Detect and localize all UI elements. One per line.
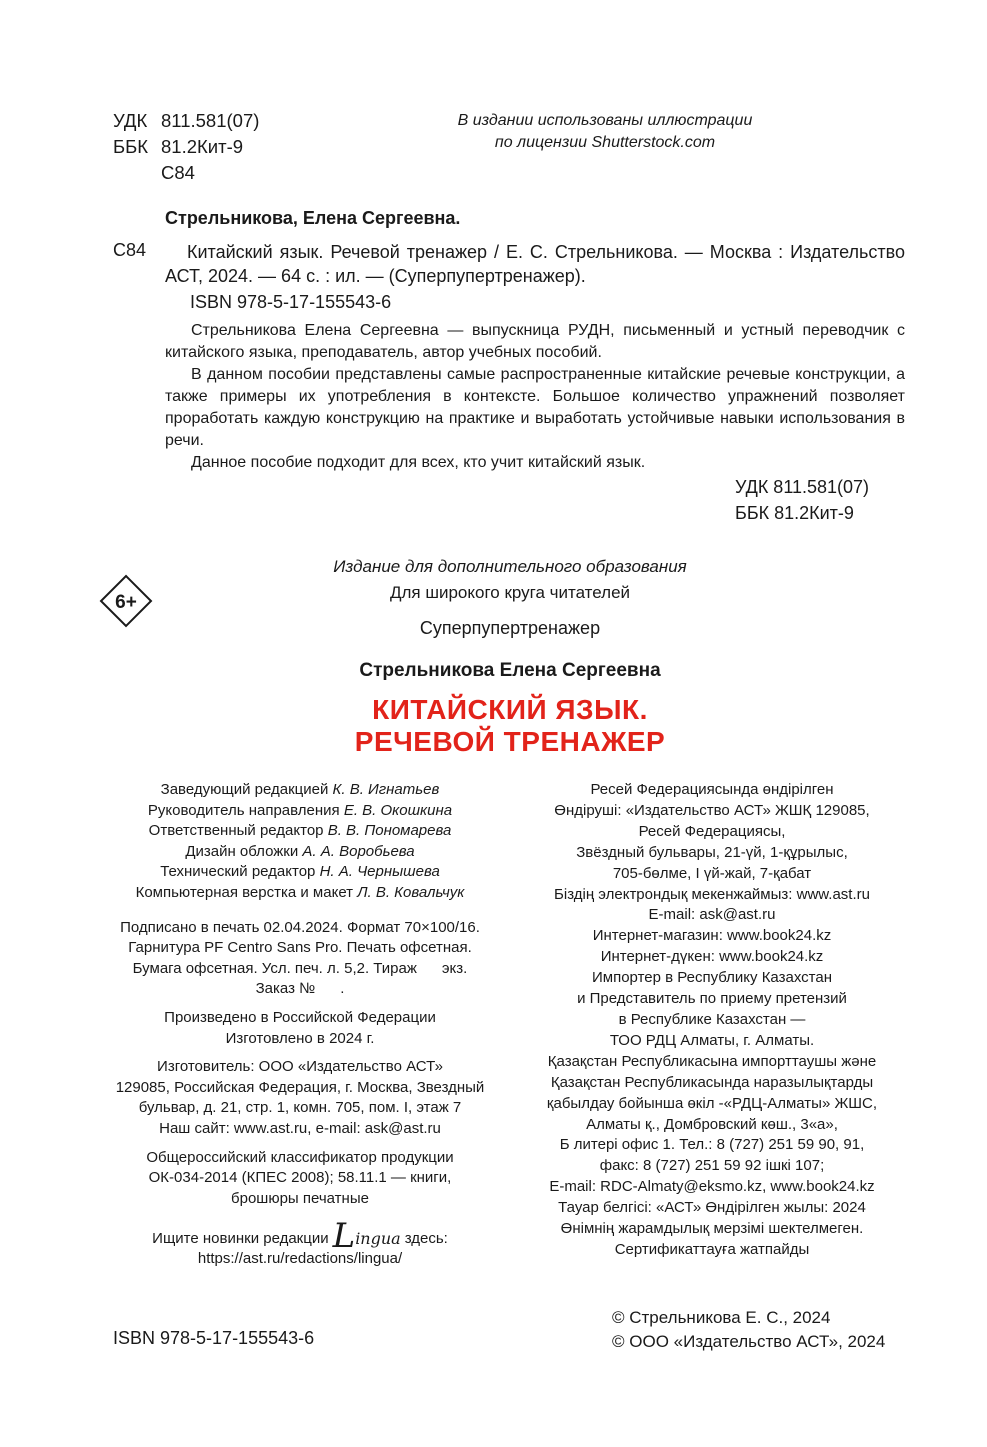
address-line: бульвар, д. 21, стр. 1, комн. 705, пом. I, этаж 7: [138, 1099, 462, 1117]
annotation-paragraph: В данном пособии представлены самые распространенные китайские речевые конструкции, а также примеры их употребления в контексте. Большое количество упражнений позволяет проработать каждую конструкцию на практике и выработать устойчивые навыки использования в речи.: [165, 366, 905, 449]
copyright-line: © ООО «Издательство АСТ», 2024: [612, 1332, 886, 1351]
edition-audience: Для широкого круга читателей: [389, 583, 631, 602]
kz-line: Өнімнің жарамдылық мерзімі шектелмеген.: [560, 1220, 864, 1238]
kz-line: E-mail: ask@ast.ru: [648, 906, 776, 924]
bbk-right: ББК 81.2Кит-9: [735, 503, 854, 523]
isbn-bottom: ISBN 978-5-17-155543-6: [113, 1328, 315, 1348]
lingua-url[interactable]: https://ast.ru/redactions/lingua/: [197, 1250, 403, 1268]
kz-line: қабылдау бойынша өкіл -«РДЦ-Алматы» ЖШС,: [546, 1094, 878, 1112]
kz-line: 705-бөлме, I үй-жай, 7-қабат: [612, 864, 812, 882]
classification-block: [113, 108, 259, 186]
illustrations-note: В издании использованы иллюстрации по лицензии Shutterstock.com: [457, 112, 753, 151]
credit-line: Компьютерная верстка и макет Л. В. Ковальчук: [135, 883, 465, 901]
print-paper: Бумага офсетная. Усл. печ. л. 5,2. Тираж экз.: [132, 959, 468, 977]
kz-line: Қазақстан Республикасына импорттаушы және: [547, 1052, 877, 1070]
produced-in: Произведено в Российской Федерации: [164, 1008, 436, 1026]
edition-info: [250, 554, 770, 606]
udk-label: УДК: [113, 110, 148, 131]
okp-line: брошюры печатные: [231, 1189, 369, 1207]
kz-line: Ресей Федерациясында өндірілген: [590, 781, 834, 798]
credit-line: Дизайн обложки А. А. Воробьева: [185, 842, 415, 860]
manufacturer: Изготовитель: ООО «Издательство АСТ»: [157, 1058, 443, 1076]
site-email: Наш сайт: www.ast.ru, e-mail: ask@ast.ru: [159, 1119, 441, 1137]
kz-line: и Представитель по приему претензий: [577, 990, 847, 1008]
okp-line: Общероссийский классификатор продукции: [146, 1148, 454, 1166]
edition-purpose: Издание для дополнительного образования: [333, 557, 687, 576]
annotation-paragraph: Данное пособие подходит для всех, кто учит китайский язык.: [191, 454, 646, 471]
print-signed: Подписано в печать 02.04.2024. Формат 70×100/16.: [120, 918, 480, 936]
bbk-label: ББК: [113, 136, 149, 157]
okp-line: ОК-034-2014 (КПЕС 2008); 58.11.1 — книги,: [148, 1169, 452, 1187]
annotation-paragraph: Стрельникова Елена Сергеевна — выпускница РУДН, письменный и устный переводчик с китайского языка, преподаватель, автор учебных пособий.: [165, 322, 905, 361]
kz-line: Интернет-дүкен: www.book24.kz: [600, 948, 824, 966]
made-year: Изготовлено в 2024 г.: [225, 1029, 375, 1047]
credit-line: Руководитель направления Е. В. Окошкина: [147, 801, 453, 819]
kz-line: Импортер в Республику Казахстан: [592, 969, 832, 987]
imprint-left-column: [100, 780, 500, 1270]
kz-line: E-mail: RDC-Almaty@eksmo.kz, www.book24.kz: [549, 1178, 875, 1196]
series-name: Суперпупертренажер: [419, 618, 601, 638]
credit-line: Заведующий редакцией К. В. Игнатьев: [160, 781, 440, 798]
copyright-block: [612, 1306, 885, 1354]
bbk-value: 81.2Кит-9: [161, 136, 244, 157]
kz-line: в Республике Казахстан —: [618, 1010, 806, 1028]
kz-line: Б литері офис 1. Тел.: 8 (727) 251 59 90, 91,: [559, 1136, 865, 1154]
catalog-author-mark: С84: [113, 240, 147, 260]
annotation: [165, 320, 905, 474]
classification-right: [735, 474, 869, 526]
kz-line: ТОО РДЦ Алматы, г. Алматы.: [609, 1031, 815, 1049]
age-rating-text: 6+: [115, 592, 137, 613]
catalog-isbn: ISBN 978-5-17-155543-6: [190, 292, 392, 312]
imprint-right-column: [512, 780, 912, 1261]
copyright-line: © Стрельникова Е. С., 2024: [612, 1308, 831, 1327]
udk-value: 811.581(07): [161, 110, 260, 131]
kz-line: Біздің электрондық мекенжаймыз: www.ast.ru: [554, 885, 870, 903]
credit-line: Технический редактор Н. А. Чернышева: [160, 863, 440, 881]
book-author: Стрельникова Елена Сергеевна: [359, 660, 661, 681]
print-typeface: Гарнитура PF Centro Sans Pro. Печать офсетная.: [128, 939, 472, 957]
kz-line: Звёздный бульвары, 21-үй, 1-құрылыс,: [576, 843, 848, 861]
udk-right: УДК 811.581(07): [735, 477, 870, 497]
lingua-promo: Ищите новинки редакции L ingua здесь:: [152, 1216, 448, 1257]
bibliographic-description: Китайский язык. Речевой тренажер / Е. С. Стрельникова. — Москва : Издательство АСТ, 2024. — 64 с. : ил. — (Суперпупертренажер).: [165, 242, 905, 286]
age-rating-diamond-icon: [99, 574, 153, 628]
kz-line: Сертификаттауға жатпайды: [614, 1240, 810, 1258]
kz-line: Тауар белгісі: «АСТ» Өндірілген жылы: 2024: [558, 1199, 866, 1217]
print-order: Заказ № .: [255, 980, 345, 998]
kz-line: Өндіруші: «Издательство АСТ» ЖШҚ 129085,: [554, 801, 870, 819]
kz-line: Ресей Федерациясы,: [638, 822, 786, 840]
lingua-logo: L ingua: [332, 1216, 401, 1257]
age-rating-badge: [99, 574, 153, 628]
kz-line: Қазақстан Республикасында наразылықтарды: [550, 1073, 874, 1091]
address-line: 129085, Российская Федерация, г. Москва, Звездный: [115, 1078, 485, 1096]
catalog-author-heading: Стрельникова, Елена Сергеевна.: [165, 208, 461, 228]
author-mark: С84: [161, 162, 195, 183]
credit-line: Ответственный редактор В. В. Пономарева: [148, 822, 452, 840]
kz-line: факс: 8 (727) 251 59 92 ішкі 107;: [599, 1157, 825, 1175]
kz-line: Алматы қ., Домбровский көш., 3«а»,: [586, 1115, 838, 1133]
kz-line: Интернет-магазин: www.book24.kz: [592, 927, 832, 945]
book-title: КИТАЙСКИЙ ЯЗЫК. РЕЧЕВОЙ ТРЕНАЖЕР: [354, 694, 666, 757]
